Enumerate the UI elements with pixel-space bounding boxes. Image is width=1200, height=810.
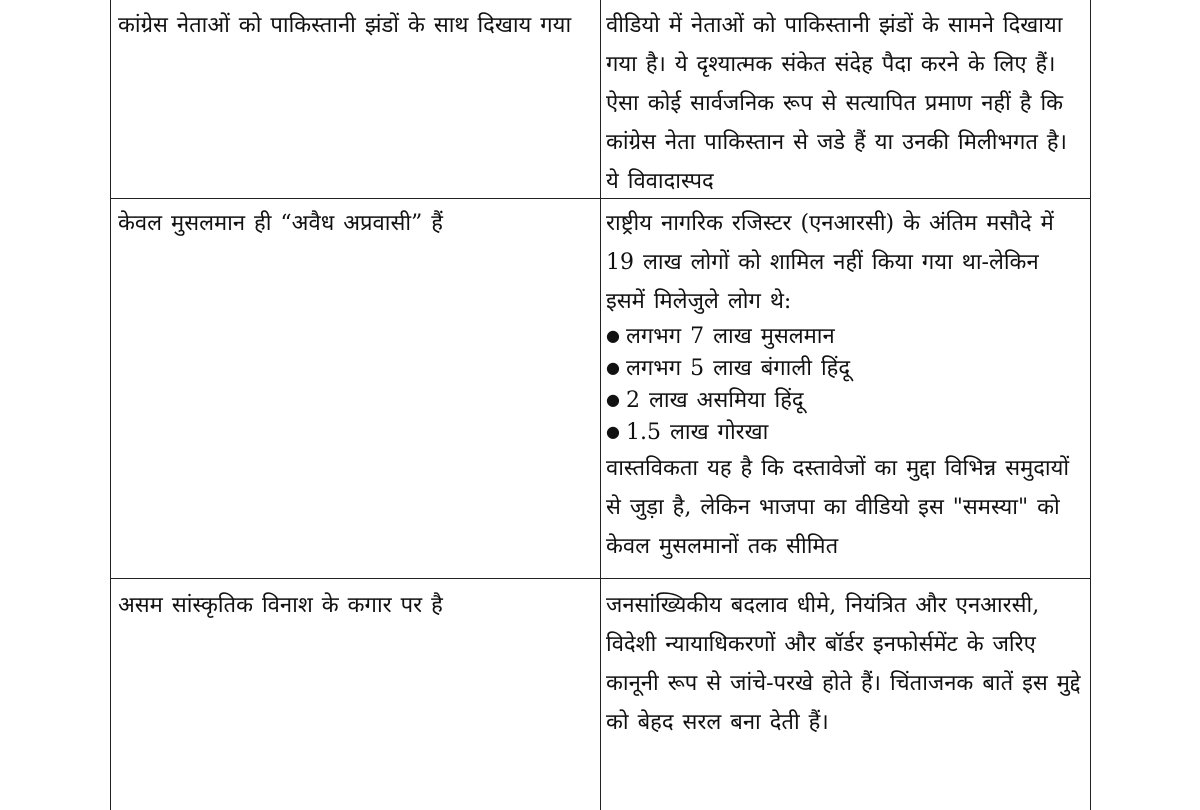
row-2-fact [606, 204, 1084, 576]
fact-intro: राष्ट्रीय नागरिक रजिस्टर (एनआरसी) के अंतिम मसौदे में 19 लाख लोगों को शामिल नहीं किया गया था-लेकिन इसमें मिलेजुले लोग थे: [606, 211, 1054, 314]
row-1-fact [606, 6, 1084, 196]
list-item: ● 2 लाख असमिया हिंदू [606, 385, 1084, 417]
fact-outro: वास्तविकता यह है कि दस्तावेजों का मुद्दा विभिन्न समुदायों से जुड़ा है, लेकिन भाजपा का वीडियो इस "समस्या" को केवल मुसलमानों तक सीमित [606, 456, 1070, 559]
claim-text: केवल मुसलमान ही “अवैध अप्रवासी” हैं [118, 211, 443, 236]
row-divider-2 [110, 578, 1091, 579]
fact-text: वीडियो में नेताओं को पाकिस्तानी झंडों के सामने दिखाया गया है। ये दृश्यात्मक संकेत संदेह पैदा करने के लिए हैं। ऐसा कोई सार्वजनिक रूप से सत्यापित प्रमाण नहीं है कि कांग्रेस नेता पाकिस्तान से जडे हैं या उनकी मिलीभगत है। ये विवादास्पद [606, 13, 1067, 194]
row-divider-1 [110, 198, 1091, 199]
fact-text: जनसांख्यिकीय बदलाव धीमे, नियंत्रित और एनआरसी, विदेशी न्यायाधिकरणों और बॉर्डर इनफोर्समेंट के जरिए कानूनी रूप से जांचे-परखे होते हैं। चिंताजनक बातें इस मुद्दे को बेहद सरल बना देती हैं। [606, 593, 1081, 735]
table-border-right [1090, 0, 1091, 810]
table-column-divider [600, 0, 601, 810]
list-item: ● लगभग 5 लाख बंगाली हिंदू [606, 353, 1084, 385]
list-item: ● लगभग 7 लाख मुसलमान [606, 321, 1084, 353]
row-3-claim [118, 586, 588, 810]
claim-text: कांग्रेस नेताओं को पाकिस्तानी झंडों के साथ दिखाय गया [118, 13, 572, 38]
fact-bullet-list [606, 321, 1084, 449]
row-2-claim [118, 204, 588, 576]
row-3-fact [606, 586, 1084, 810]
claim-text: असम सांस्कृतिक विनाश के कगार पर है [118, 593, 443, 618]
table-border-left [110, 0, 111, 810]
row-1-claim [118, 6, 588, 196]
list-item: ● 1.5 लाख गोरखा [606, 417, 1084, 449]
